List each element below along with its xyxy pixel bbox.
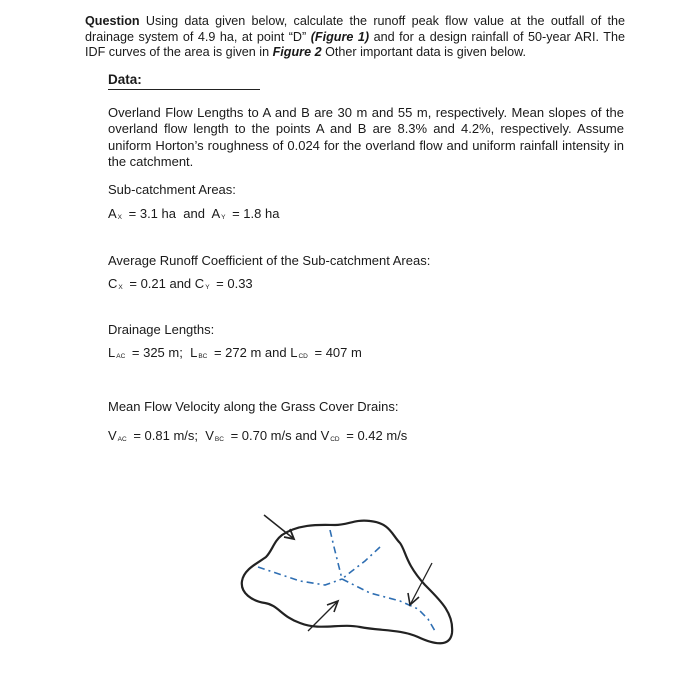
runoff-values: $C_X = 0.21$ and $C_Y = 0.33$ [108, 276, 253, 291]
data-heading: Data: [108, 72, 142, 87]
question-part3: Other important data is given below. [325, 45, 527, 60]
drainage-heading: Drainage Lengths: [108, 322, 215, 337]
subcatchment-heading: Sub-catchment Areas: [108, 182, 236, 197]
runoff-heading: Average Runoff Coefficient of the Sub-catchment Areas: [108, 253, 431, 268]
drain-left [258, 567, 342, 585]
inflow-arrow-line [264, 515, 294, 539]
data-heading-underline [108, 89, 260, 90]
drainage-values: $L_{AC} = 325$ m; $L_{BC} = 272$ m and $L_{CD} = 407$ m [108, 345, 362, 360]
drain-main [342, 579, 435, 631]
catchment-sketch [230, 505, 470, 665]
drain-upper [330, 530, 342, 579]
drain-right [342, 547, 380, 579]
figure2-ref: Figure 2 [272, 45, 322, 60]
question-text [85, 14, 625, 61]
question-label: Question [85, 14, 140, 28]
question-part1: Using data given below, calculate the runoff peak flow value at the outfall of the drainage system of 4.9 ha, at point “D” [85, 14, 626, 44]
figure1-ref: (Figure 1) [310, 29, 370, 44]
velocity-values: $V_{AC} = 0.81$ m/s; $V_{BC} = 0.70$ m/s and $V_{CD} = 0.42$ m/s [108, 428, 408, 443]
question-part2: and for a design rainfall of 50-year ARI. The IDF curves of the area is given in [85, 29, 625, 60]
subcatchment-values: $A_X = 3.1$ ha and $A_Y = 1.8$ ha [108, 206, 280, 221]
overland-flow-paragraph: Overland Flow Lengths to A and B are 30 m and 55 m, respectively. Mean slopes of the overland flow length to the points A and B are 8.3% and 4.2%, respectively. Assume uniform Horton’s roughness of 0.024 for the overland flow and uniform rainfall intensity in the catchment. [108, 105, 624, 169]
velocity-heading: Mean Flow Velocity along the Grass Cover Drains: [108, 399, 399, 414]
